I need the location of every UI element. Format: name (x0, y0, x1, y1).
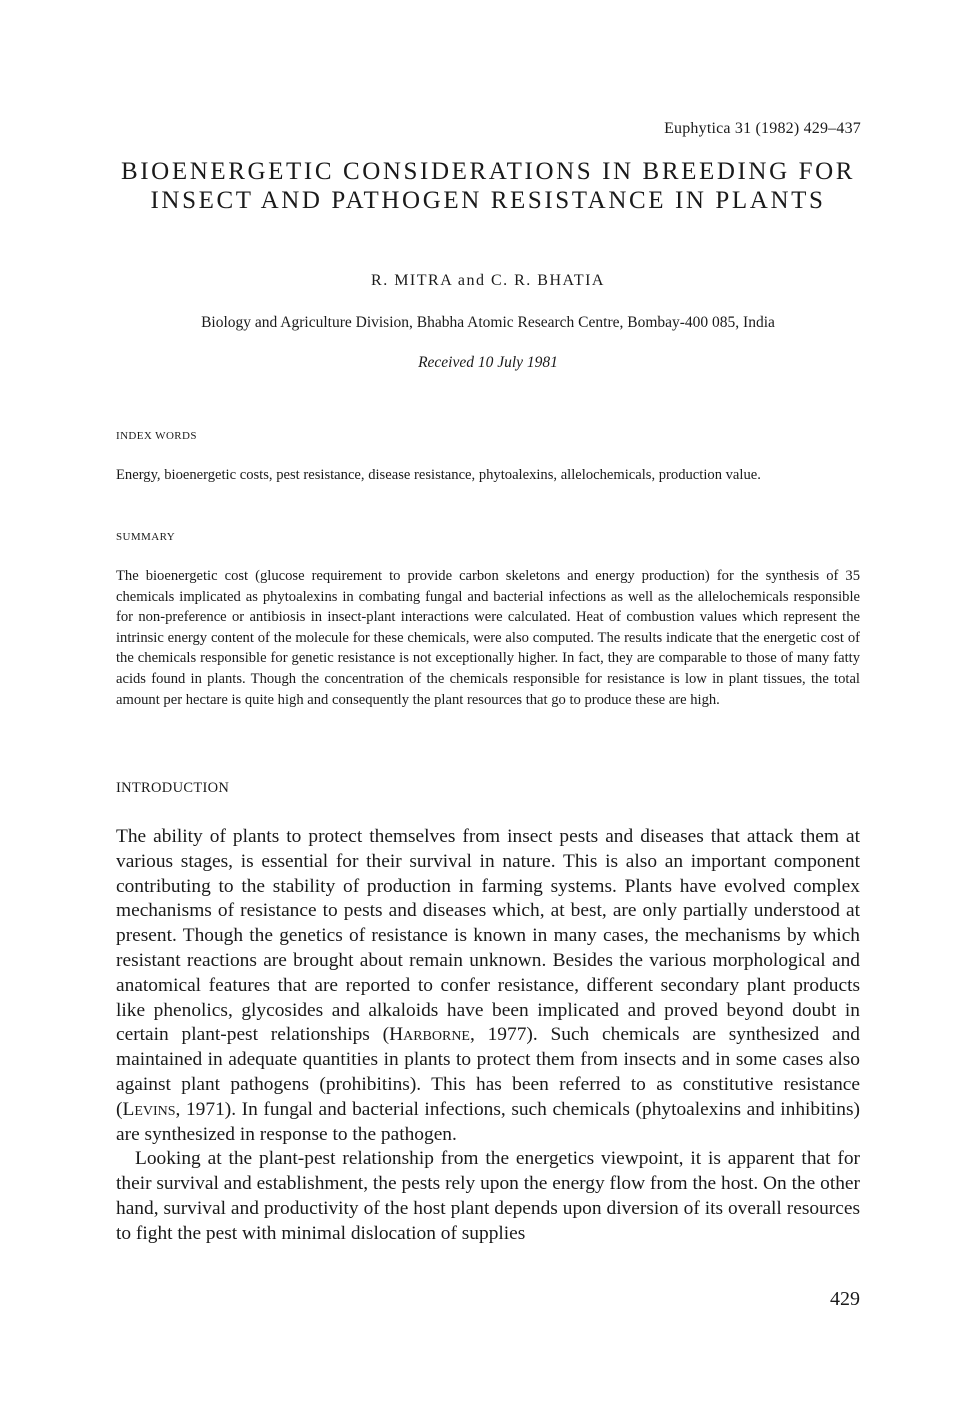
introduction-heading: INTRODUCTION (116, 780, 230, 796)
introduction-body (116, 825, 860, 1247)
introduction-paragraph-2: Looking at the plant-pest relationship from the energetics viewpoint, it is apparent that for their survival and establishment, the pests rely upon the energy flow from the host. On the other hand, survival and productivity of the host plant depends upon diversion of its overall resources to fight the pest with minimal dislocation of supplies (116, 1148, 860, 1244)
journal-reference: Euphytica 31 (1982) 429–437 (664, 120, 861, 137)
citation-harborne: Harborne (389, 1024, 470, 1046)
summary-heading: SUMMARY (116, 531, 176, 543)
citation-levins: Levins (122, 1098, 176, 1120)
paragraph-1-text-c: , 1971). In fungal and bacterial infections, such chemicals (phytoalexins and inhibitins) are synthesized in response to the pathogen. (116, 1098, 860, 1145)
summary-text: The bioenergetic cost (glucose requirement to provide carbon skeletons and energy production) for the synthesis of 35 chemicals implicated as phytoalexins in combating fungal and bacterial infections as well as the allelochemicals responsible for non-preference or antibiosis in insect-plant interactions were calculated. Heat of combustion values which represent the intrinsic energy content of the molecule for these chemicals, were also computed. The results indicate that the energetic cost of the chemicals responsible for genetic resistance is not exceptionally higher. In fact, they are comparable to those of many fatty acids found in plants. Though the concentration of the chemicals responsible for resistance is low in plant tissues, the total amount per hectare is quite high and consequently the plant resources that go to produce these are high. (116, 568, 860, 708)
received-date: Received 10 July 1981 (418, 354, 558, 371)
article-authors: R. MITRA and C. R. BHATIA (371, 272, 605, 289)
introduction-paragraph-1 (116, 825, 860, 1147)
index-words-heading: INDEX WORDS (116, 430, 197, 442)
paragraph-1-text-b: , 1977). Such chemicals are synthesized and maintained in adequate quantities in plants to protect them from insects and in some cases also against plant pathogens (prohibitins). This has been referred to as constitutive resistance ( (116, 1024, 860, 1120)
author-affiliation: Biology and Agriculture Division, Bhabha Atomic Research Centre, Bombay-400 085, India (201, 314, 775, 331)
index-words-text: Energy, bioenergetic costs, pest resistance, disease resistance, phytoalexins, allelochemicals, production value. (116, 467, 761, 483)
page-number: 429 (830, 1288, 860, 1310)
paragraph-1-text-a: The ability of plants to protect themselves from insect pests and diseases that attack them at various stages, is essential for their survival in nature. This is also an important component contributing to the stability of production in farming systems. Plants have evolved complex mechanisms of resistance to pests and diseases which, at best, are only partially understood at present. Though the genetics of resistance is known in many cases, the mechanisms by which resistant reactions are brought about remain unknown. Besides the various morphological and anatomical features that are reported to confer resistance, different secondary plant products like phenolics, glycosides and alkaloids have been implicated and proved beyond doubt in certain plant-pest relationships ( (116, 826, 860, 1046)
article-title: BIOENERGETIC CONSIDERATIONS IN BREEDING FOR INSECT AND PATHOGEN RESISTANCE IN PLANTS (120, 158, 856, 214)
